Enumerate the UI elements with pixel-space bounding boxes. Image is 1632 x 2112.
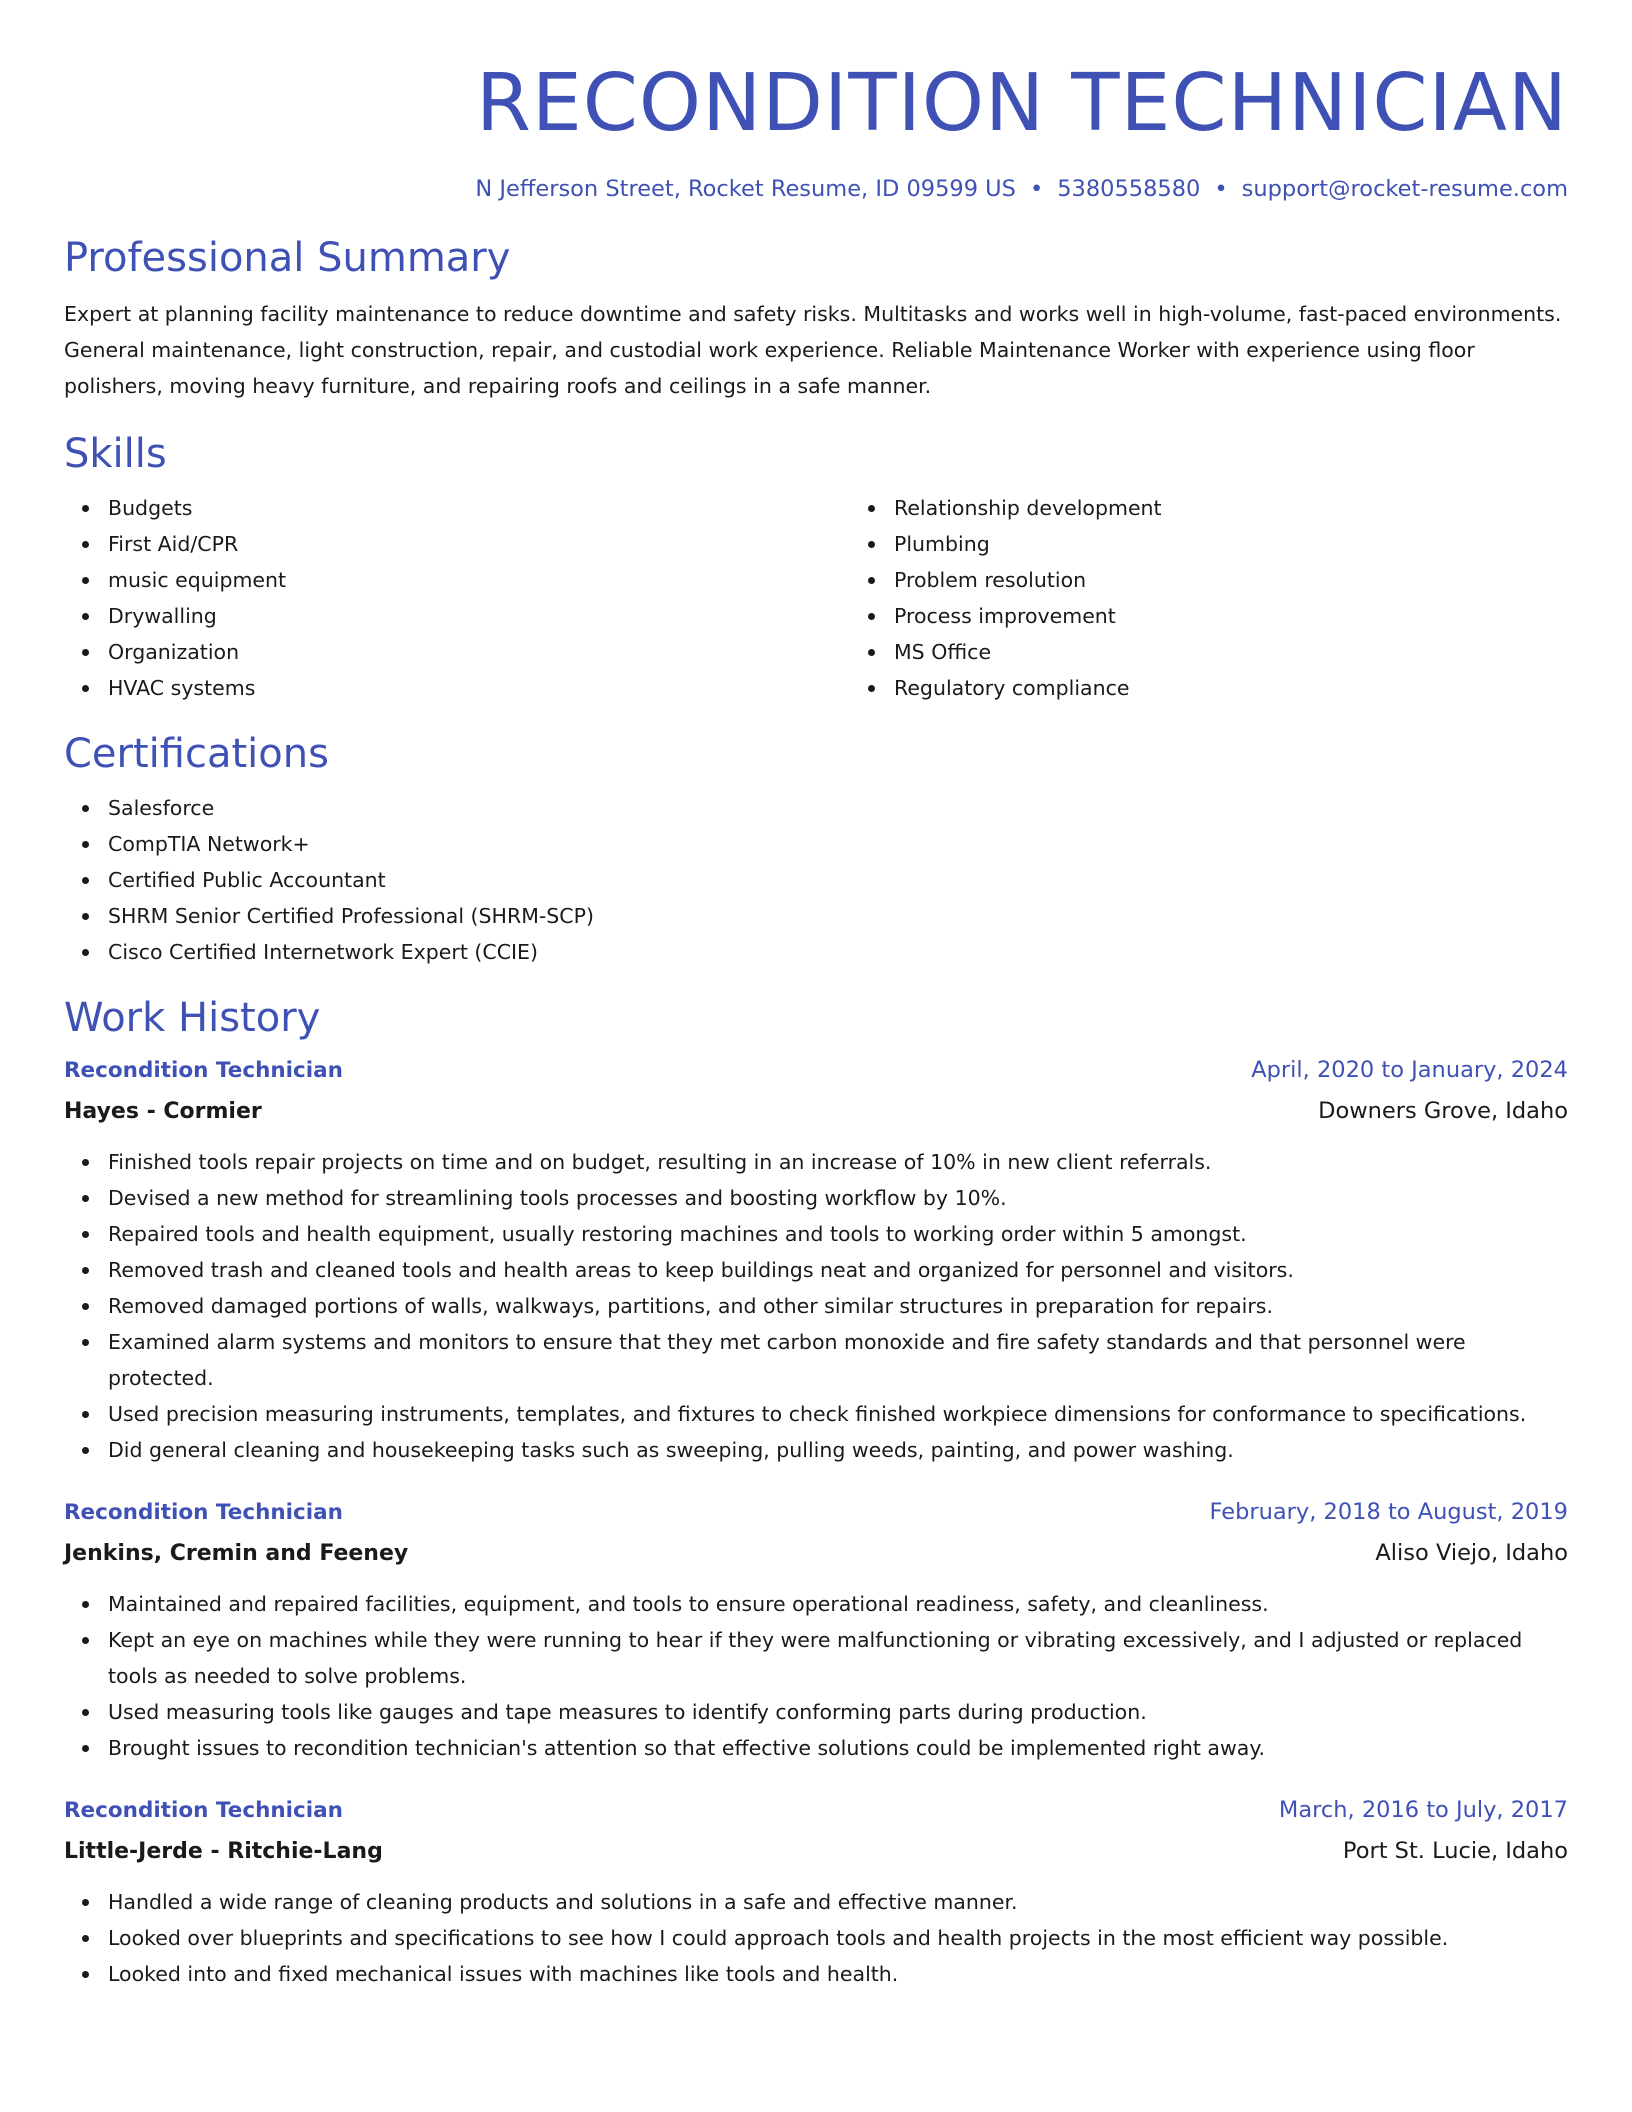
section-title-certifications: Certifications — [64, 731, 329, 777]
certification-item: Salesforce — [108, 790, 1568, 826]
job-bullet: Handled a wide range of cleaning products and solutions in a safe and effective manner. — [108, 1884, 1568, 1920]
job-location: Port St. Lucie, Idaho — [1342, 1838, 1568, 1864]
job-company: Hayes - Cormier — [64, 1099, 262, 1124]
job-bullet: Maintained and repaired facilities, equipment, and tools to ensure operational readiness, safety, and cleanliness. — [108, 1586, 1568, 1622]
job-title: Recondition Technician — [64, 1798, 343, 1823]
job-location: Aliso Viejo, Idaho — [1375, 1540, 1568, 1566]
job-company: Little-Jerde - Ritchie-Lang — [64, 1839, 383, 1864]
address: N Jefferson Street, Rocket Resume, ID 09599 US — [475, 176, 1016, 202]
contact-separator: • — [1029, 176, 1044, 202]
contact-line — [64, 174, 1568, 204]
certification-item: Cisco Certified Internetwork Expert (CCIE) — [108, 934, 1568, 970]
skill-item: Budgets — [108, 490, 850, 526]
job-entry — [64, 1492, 1568, 1766]
skill-item: First Aid/CPR — [108, 526, 850, 562]
skill-item: Process improvement — [894, 598, 1632, 634]
summary-section — [64, 232, 1568, 404]
job-header — [64, 1492, 1568, 1533]
skill-item: HVAC systems — [108, 670, 850, 706]
section-title-skills: Skills — [64, 431, 167, 477]
job-bullet: Used precision measuring instruments, templates, and fixtures to check finished workpiece dimensions for conformance to specifications. — [108, 1396, 1568, 1432]
section-title-work-history: Work History — [64, 995, 321, 1041]
job-bullet: Brought issues to recondition technician's attention so that effective solutions could be implemented right away. — [108, 1730, 1568, 1766]
job-dates: April, 2020 to January, 2024 — [1251, 1057, 1568, 1083]
job-bullet: Devised a new method for streamlining tools processes and boosting workflow by 10%. — [108, 1180, 1568, 1216]
certification-item: Certified Public Accountant — [108, 862, 1568, 898]
job-subheader — [64, 1091, 1568, 1132]
job-company: Jenkins, Cremin and Feeney — [64, 1541, 409, 1566]
job-header — [64, 1050, 1568, 1091]
summary-text: Expert at planning facility maintenance to reduce downtime and safety risks. Multitasks and works well in high-volume, fast-paced environments. General maintenance, light construction, repair, and custodial work experience. Reliable Maintenance Worker with experience using floor polishers, moving heavy furniture, and repairing roofs and ceilings in a safe manner. — [64, 302, 1562, 398]
skill-item: Relationship development — [894, 490, 1632, 526]
job-bullet: Used measuring tools like gauges and tape measures to identify conforming parts during production. — [108, 1694, 1568, 1730]
contact-separator: • — [1214, 176, 1228, 202]
job-bullet: Removed trash and cleaned tools and health areas to keep buildings neat and organized for personnel and visitors. — [108, 1252, 1568, 1288]
certification-item: CompTIA Network+ — [108, 826, 1568, 862]
job-location: Downers Grove, Idaho — [1318, 1098, 1568, 1124]
skill-item: Plumbing — [894, 526, 1632, 562]
certifications-section — [64, 728, 1568, 970]
job-entry — [64, 1790, 1568, 1992]
skill-item: Regulatory compliance — [894, 670, 1632, 706]
job-bullets — [64, 1586, 1568, 1766]
job-dates: March, 2016 to July, 2017 — [1278, 1797, 1568, 1823]
skill-item: music equipment — [108, 562, 850, 598]
job-subheader — [64, 1533, 1568, 1574]
skills-section — [64, 428, 1568, 706]
job-header — [64, 1790, 1568, 1831]
job-bullet: Looked over blueprints and specifications to see how I could approach tools and health projects in the most efficient way possible. — [108, 1920, 1568, 1956]
job-bullets — [64, 1144, 1568, 1468]
section-title-summary: Professional Summary — [64, 235, 511, 281]
candidate-name: RECONDITION TECHNICIAN — [475, 57, 1568, 149]
skill-item: MS Office — [894, 634, 1632, 670]
job-subheader — [64, 1831, 1568, 1872]
job-title: Recondition Technician — [64, 1500, 343, 1525]
job-bullet: Kept an eye on machines while they were running to hear if they were malfunctioning or vibrating excessively, and I adjusted or replaced tools as needed to solve problems. — [108, 1622, 1568, 1694]
job-bullet: Repaired tools and health equipment, usually restoring machines and tools to working order within 5 amongst. — [108, 1216, 1568, 1252]
phone: 5380558580 — [1057, 176, 1201, 202]
skill-item: Organization — [108, 634, 850, 670]
job-bullet: Did general cleaning and housekeeping tasks such as sweeping, pulling weeds, painting, and power washing. — [108, 1432, 1568, 1468]
certification-item: SHRM Senior Certified Professional (SHRM-SCP) — [108, 898, 1568, 934]
job-dates: February, 2018 to August, 2019 — [1209, 1499, 1568, 1525]
job-entry — [64, 1050, 1568, 1468]
job-bullet: Finished tools repair projects on time and on budget, resulting in an increase of 10% in new client referrals. — [108, 1144, 1568, 1180]
email-link[interactable]: support@rocket-resume.com — [1241, 176, 1568, 202]
certifications-list — [64, 790, 1568, 970]
skill-item: Problem resolution — [894, 562, 1632, 598]
job-bullet: Examined alarm systems and monitors to ensure that they met carbon monoxide and fire safety standards and that personnel were protected. — [108, 1324, 1568, 1396]
job-bullet: Removed damaged portions of walls, walkways, partitions, and other similar structures in preparation for repairs. — [108, 1288, 1568, 1324]
skills-list-left — [64, 490, 850, 706]
job-bullet: Looked into and fixed mechanical issues with machines like tools and health. — [108, 1956, 1568, 1992]
skills-grid — [64, 490, 1568, 706]
work-history-section — [64, 992, 1568, 1992]
job-title: Recondition Technician — [64, 1058, 343, 1083]
job-bullets — [64, 1884, 1568, 1992]
skills-list-right — [850, 490, 1632, 706]
skill-item: Drywalling — [108, 598, 850, 634]
